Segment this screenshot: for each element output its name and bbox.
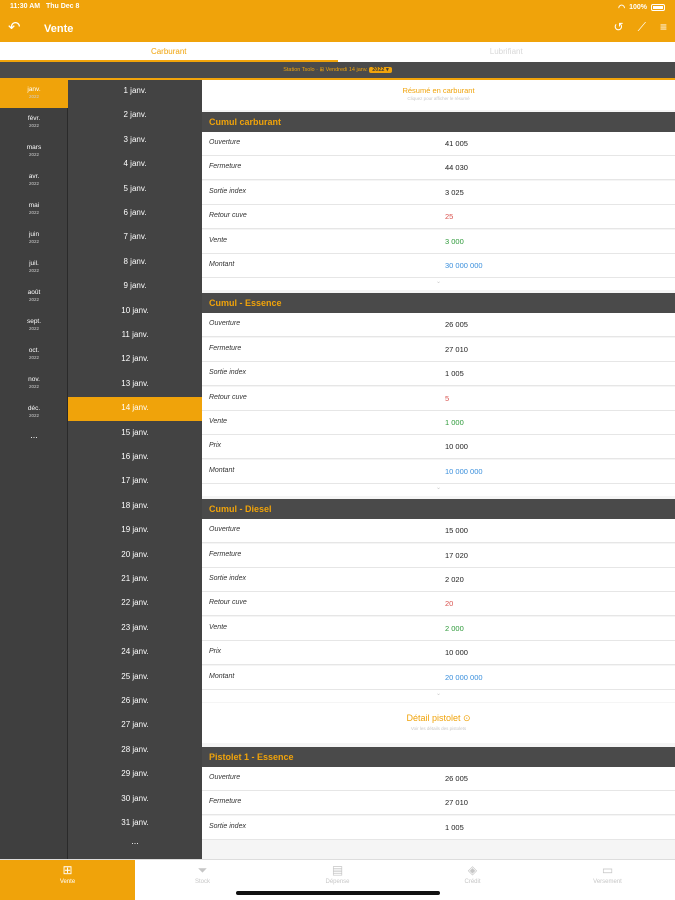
data-row (202, 156, 675, 180)
data-row (202, 435, 675, 459)
day-item[interactable]: 26 janv. (121, 696, 149, 705)
month-year: 2022 (28, 326, 39, 331)
payment-icon: ▭ (601, 863, 614, 877)
detail-label: Détail pistolet ⊙ (406, 713, 471, 723)
sale-icon: ⊞ (62, 863, 73, 877)
month-year: 2022 (28, 413, 39, 418)
row-value: 15 000 (445, 526, 468, 536)
row-value: 10 000 (445, 648, 468, 658)
bottom-tab-label: Vente (59, 879, 76, 885)
row-value: 20 000 000 (445, 672, 483, 682)
row-label: Montant (209, 466, 235, 474)
resume-label: Résumé en carburant (402, 86, 475, 95)
pistolet-header: Pistolet 1 - Essence (202, 747, 675, 767)
month-name: oct. (28, 347, 40, 354)
tab-lubrifiant[interactable]: Lubrifiant (489, 47, 523, 56)
section-header: Cumul - Essence (202, 293, 675, 313)
month-item[interactable] (0, 109, 68, 137)
row-value: 3 025 (445, 187, 464, 197)
row-value: 3 000 (445, 236, 464, 246)
row-value: 27 010 (445, 798, 468, 808)
row-label: Fermeture (209, 798, 242, 806)
day-item[interactable]: 8 janv. (123, 256, 147, 266)
data-row (202, 132, 675, 156)
day-item[interactable]: 2 janv. (123, 110, 147, 120)
month-item[interactable] (0, 254, 68, 282)
day-item[interactable]: 10 janv. (121, 305, 149, 315)
data-row (202, 181, 675, 205)
month-name: janv. (27, 86, 41, 93)
month-name: juin (28, 231, 40, 238)
row-label: Vente (209, 418, 228, 425)
month-item[interactable] (0, 80, 68, 108)
day-item[interactable]: 23 janv. (121, 622, 149, 632)
day-item[interactable]: 1 janv. (123, 86, 147, 95)
data-row (202, 519, 675, 543)
data-row (202, 544, 675, 568)
row-label: Ouverture (209, 526, 241, 534)
row-value: 1 000 (445, 418, 464, 427)
month-item[interactable] (0, 399, 68, 427)
main-content (202, 80, 675, 860)
day-item[interactable]: 21 janv. (121, 574, 149, 583)
row-label: Retour cuve (209, 599, 247, 607)
row-value: 10 000 000 (445, 466, 483, 476)
history-icon[interactable]: ↺ (613, 20, 624, 34)
row-value: 5 (445, 393, 450, 403)
month-item[interactable] (0, 225, 68, 253)
day-item[interactable]: 16 janv. (121, 452, 149, 461)
row-value: 10 000 (445, 442, 468, 452)
row-value: 20 (445, 599, 454, 609)
row-label: Montant (209, 261, 235, 268)
status-date: Thu Dec 8 (45, 3, 80, 10)
navbar (0, 16, 675, 42)
day-list (68, 80, 202, 860)
month-item[interactable] (0, 341, 68, 369)
day-item[interactable]: 25 janv. (121, 671, 149, 681)
row-label: Ouverture (209, 320, 241, 328)
month-name: mai (28, 202, 40, 209)
status-bar (0, 0, 675, 14)
day-item[interactable]: 6 janv. (123, 208, 147, 217)
resume-hint: Cliquez pour afficher le résumé (407, 96, 470, 101)
day-item[interactable]: 27 janv. (121, 720, 149, 730)
day-item[interactable]: 9 janv. (123, 281, 147, 291)
home-indicator (236, 891, 440, 895)
year-selector[interactable]: 2022 ▾ (369, 67, 392, 73)
month-item[interactable] (0, 138, 68, 166)
chart-icon[interactable]: ⟋ (637, 20, 646, 34)
data-row (202, 592, 675, 616)
bottom-tab-vente[interactable] (0, 860, 135, 900)
row-label: Prix (209, 442, 222, 450)
data-row (202, 767, 675, 791)
menu-icon[interactable]: ≡ (659, 20, 667, 34)
month-name: juil. (29, 260, 39, 267)
row-label: Fermeture (209, 163, 242, 171)
month-year: 2022 (28, 297, 39, 302)
bottom-tab-label: Stock (194, 879, 210, 885)
month-item[interactable] (0, 283, 68, 311)
row-value: 44 030 (445, 163, 468, 173)
expense-icon: ▤ (331, 863, 344, 877)
row-label: Fermeture (209, 344, 242, 352)
month-year: 2022 (28, 384, 39, 389)
data-row (202, 338, 675, 362)
station-date-label[interactable]: Station Tsolo · ⊞ Vendredi 14 janv. (283, 67, 368, 73)
detail-hint: Voir les détails des pistolets (410, 726, 467, 731)
row-label: Fermeture (209, 550, 242, 558)
data-row (202, 666, 675, 690)
row-value: 27 010 (445, 344, 468, 354)
row-label: Sortie index (209, 187, 246, 195)
wifi-icon: ◠ (618, 3, 626, 12)
section-header: Cumul carburant (202, 112, 675, 132)
day-item[interactable]: 5 janv. (123, 183, 147, 193)
day-item[interactable]: 31 janv. (121, 818, 149, 827)
day-item[interactable]: 13 janv. (121, 378, 149, 388)
day-item[interactable]: 20 janv. (121, 549, 149, 559)
row-label: Retour cuve (209, 393, 247, 401)
data-row (202, 313, 675, 337)
detail-pistolet-button[interactable] (202, 703, 675, 743)
row-value: 41 005 (445, 139, 468, 148)
credit-icon: ◈ (467, 863, 478, 877)
day-item[interactable]: 22 janv. (121, 598, 149, 608)
month-item[interactable] (0, 167, 68, 195)
month-name: mars (26, 144, 42, 151)
row-value: 25 (445, 212, 454, 222)
data-row (202, 816, 675, 840)
row-value: 26 005 (445, 320, 468, 330)
data-row (202, 205, 675, 229)
month-name: avr. (28, 173, 40, 180)
expand-chevron-icon[interactable]: ⌄ (202, 278, 675, 290)
bottom-tab-label: Versement (593, 879, 622, 885)
row-label: Sortie index (209, 822, 246, 830)
month-year: 2022 (28, 123, 39, 128)
row-label: Vente (209, 623, 228, 631)
battery-level: 100% (629, 4, 647, 11)
day-item[interactable]: 11 janv. (121, 330, 149, 339)
month-list (0, 80, 68, 860)
month-item[interactable] (0, 196, 68, 224)
data-row (202, 791, 675, 815)
expand-chevron-icon[interactable]: ⌄ (202, 484, 675, 496)
station-date-bar (0, 62, 675, 80)
day-item[interactable]: 19 janv. (121, 525, 149, 535)
month-year: 2022 (28, 268, 39, 273)
row-label: Sortie index (209, 575, 246, 582)
row-label: Retour cuve (209, 212, 247, 220)
row-label: Vente (209, 236, 228, 244)
status-time: 11:30 AM (10, 3, 41, 10)
header (0, 0, 675, 42)
data-row (202, 254, 675, 278)
row-value: 26 005 (445, 774, 468, 783)
row-label: Ouverture (209, 139, 241, 146)
day-item[interactable]: 15 janv. (121, 427, 149, 437)
bottom-tab-versement[interactable] (540, 860, 675, 900)
month-name: févr. (27, 115, 41, 122)
stock-icon: ⏷ (197, 863, 208, 877)
row-value: 1 005 (445, 822, 464, 832)
month-year: 2022 (28, 210, 39, 215)
day-item[interactable]: 29 janv. (121, 769, 149, 779)
data-row (202, 641, 675, 665)
row-label: Sortie index (209, 369, 246, 377)
month-year: 2022 (28, 355, 39, 360)
month-name: déc. (27, 405, 41, 412)
row-value: 2 020 (445, 575, 464, 584)
day-item[interactable]: 3 janv. (123, 134, 147, 144)
data-row (202, 617, 675, 641)
row-label: Ouverture (209, 774, 241, 781)
row-label: Prix (209, 648, 222, 656)
day-item[interactable]: 7 janv. (123, 232, 147, 242)
tab-carburant[interactable]: Carburant (0, 42, 338, 62)
data-row (202, 460, 675, 484)
month-year: 2022 (28, 94, 39, 99)
month-item[interactable] (0, 370, 68, 398)
day-item[interactable]: 12 janv. (121, 354, 149, 364)
data-row (202, 568, 675, 592)
day-item[interactable]: 4 janv. (123, 159, 147, 169)
day-item[interactable]: 28 janv. (121, 744, 149, 754)
data-row (202, 362, 675, 386)
bottom-tab-label: Crédit (464, 879, 481, 885)
resume-carburant-button[interactable] (202, 80, 675, 110)
battery-icon (651, 4, 665, 11)
data-row (202, 387, 675, 411)
month-name: août (27, 289, 41, 296)
row-value: 1 005 (445, 369, 464, 379)
month-year: 2022 (28, 152, 39, 157)
day-item[interactable]: 24 janv. (121, 647, 149, 657)
bottom-tab-label: Dépense (325, 879, 350, 885)
month-name: nov. (28, 376, 40, 383)
month-year: 2022 (28, 181, 39, 186)
data-row (202, 230, 675, 254)
month-name: sept. (26, 318, 42, 325)
row-value: 30 000 000 (445, 261, 483, 270)
day-item[interactable]: 14 janv. (68, 397, 202, 421)
expand-chevron-icon[interactable]: ⌄ (202, 690, 675, 702)
month-item[interactable] (0, 312, 68, 340)
section-header: Cumul - Diesel (202, 499, 675, 519)
segment-tabs (0, 42, 675, 62)
row-label: Montant (209, 672, 235, 680)
month-year: 2022 (28, 239, 39, 244)
page-title: Vente (44, 23, 74, 35)
day-more: ... (131, 836, 139, 846)
row-value: 17 020 (445, 550, 468, 560)
back-icon[interactable]: ↶ (8, 19, 21, 36)
day-item[interactable]: 30 janv. (121, 793, 149, 803)
day-item[interactable]: 18 janv. (121, 500, 149, 510)
data-row (202, 411, 675, 435)
day-item[interactable]: 17 janv. (121, 476, 149, 486)
row-value: 2 000 (445, 623, 464, 633)
month-more: ... (30, 430, 38, 440)
